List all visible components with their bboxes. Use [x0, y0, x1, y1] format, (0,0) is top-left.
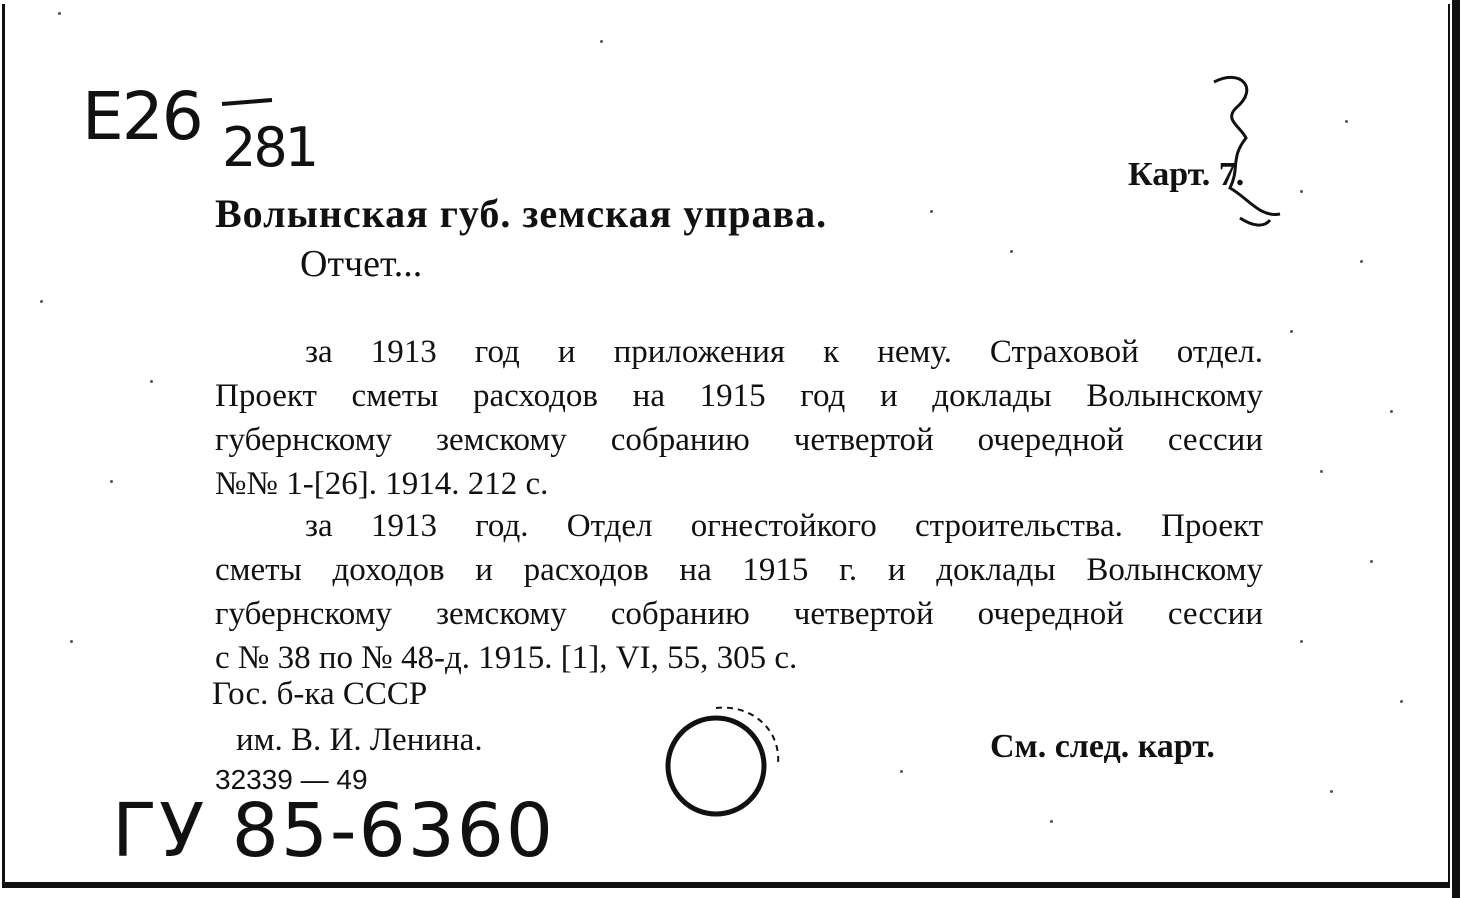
entry-2-line-4: с № 38 по № 48-д. 1915. [1], VI, 55, 305 с.: [215, 640, 798, 676]
card-number: Карт. 7.: [1128, 156, 1245, 193]
handwritten-shelf-mark: E26: [82, 78, 202, 155]
entry-1-line-4: №№ 1-[26]. 1914. 212 с.: [215, 466, 549, 502]
speck: [1400, 700, 1403, 703]
entry-1: [215, 330, 1263, 506]
see-next-card: См. след. карт.: [990, 728, 1215, 765]
card-edge-shadow: [1452, 0, 1460, 898]
handwritten-overline: [218, 92, 278, 112]
entry-1-line-3: губернскому земскому собранию четвертой очередной сессии: [215, 422, 1263, 458]
speck: [40, 300, 43, 303]
speck: [70, 640, 73, 643]
speck: [1360, 260, 1363, 263]
heading-author: Волынская губ. земская управа.: [215, 191, 828, 236]
handwritten-correction-scribble: [1200, 68, 1290, 238]
entry-2: [215, 504, 1263, 680]
speck: [1320, 470, 1323, 473]
entry-2-line-2: сметы доходов и расходов на 1915 г. и доклады Волынскому: [215, 552, 1263, 588]
punch-hole-circle: [656, 694, 796, 824]
speck: [1390, 410, 1393, 413]
speck: [930, 210, 933, 213]
speck: [150, 380, 153, 383]
speck: [1300, 640, 1303, 643]
speck: [1345, 120, 1348, 123]
title: Отчет...: [300, 243, 423, 285]
entry-1-line-1: за 1913 год и приложения к нему. Страховой отдел.: [305, 334, 1263, 370]
library-name: Гос. б-ка СССР: [212, 676, 428, 712]
speck: [1010, 250, 1013, 253]
speck: [1300, 190, 1303, 193]
speck: [1370, 560, 1373, 563]
handwritten-number: 281: [222, 116, 317, 179]
speck: [1050, 820, 1053, 823]
speck: [1290, 330, 1293, 333]
speck: [900, 770, 903, 773]
speck: [1330, 790, 1333, 793]
speck: [600, 40, 603, 43]
handwritten-bottom-code: ГУ 85-6360: [112, 788, 555, 874]
speck: [110, 480, 113, 483]
library-name-line-2: им. В. И. Ленина.: [236, 722, 483, 758]
accession-number: 32339 — 49: [215, 764, 368, 795]
entry-1-line-2: Проект сметы расходов на 1915 год и доклады Волынскому: [215, 378, 1263, 414]
entry-2-line-3: губернскому земскому собранию четвертой очередной сессии: [215, 596, 1263, 632]
speck: [58, 12, 61, 15]
entry-2-line-1: за 1913 год. Отдел огнестойкого строительства. Проект: [305, 508, 1263, 544]
